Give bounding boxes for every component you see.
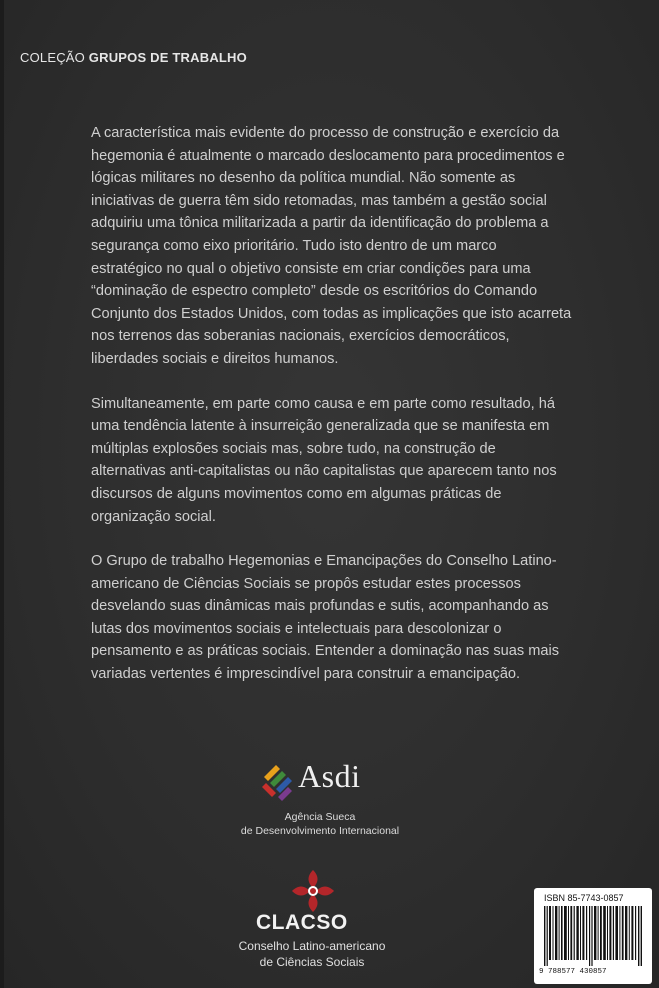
asdi-subtitle-line: Agência Sueca (284, 811, 356, 823)
text-line: adquiriu uma tônica militarizada a partir da identificação do problema a (91, 215, 549, 232)
text-line: “dominação de espectro completo” desde os escritórios do Comando (91, 283, 538, 300)
text-line: Conjunto dos Estados Unidos, com todas as implicações que isto acarreta (91, 305, 572, 322)
text-line: lutas dos movimentos sociais e intelectuais para descolonizar o (91, 620, 502, 637)
text-line: discursos de alguns movimentos como em algumas práticas de (91, 485, 502, 502)
text-line: nos terrenos das soberanias nacionais, exercícios democráticos, (91, 328, 510, 345)
text-line: organização social. (91, 508, 216, 525)
text-line: desvelando suas dinâmicas mais profundas e sutis, acompanhando as (91, 598, 549, 615)
series-prefix: COLEÇÃO (20, 50, 85, 65)
barcode-digits: 9 788577 430857 (539, 968, 607, 976)
text-line: hegemonia é atualmente o marcado deslocamento para procedimentos e (91, 147, 565, 164)
text-line: iniciativas de guerra têm sido retomadas, mas também a gestão social (91, 192, 547, 209)
paragraph-1 (91, 122, 611, 371)
barcode-bars-icon (544, 906, 642, 966)
text-line: variadas vertentes é imprescindível para construir a emancipação. (91, 666, 521, 683)
text-line: Simultaneamente, em parte como causa e em parte como resultado, há (91, 395, 555, 412)
cover-edge (0, 0, 4, 988)
text-line: O Grupo de trabalho Hegemonias e Emancipações do Conselho Latino- (91, 553, 557, 570)
series-name: GRUPOS DE TRABALHO (88, 50, 247, 65)
paragraph-3 (91, 550, 611, 686)
text-line: americano de Ciências Sociais se propôs estudar estes processos (91, 575, 521, 592)
text-line: estratégico no qual o objetivo consiste em criar condições para uma (91, 260, 531, 277)
text-line: segurança como eixo prioritário. Tudo isto dentro de um marco (91, 237, 497, 254)
blurb (91, 122, 611, 708)
clacso-logo-icon (288, 866, 338, 916)
clacso-subtitle-line: de Ciências Sociais (259, 955, 365, 969)
barcode (534, 888, 652, 984)
text-line: múltiplas explosões sociais mas, sobre tudo, na construção de (91, 440, 496, 457)
asdi-subtitle-line: de Desenvolvimento Internacional (240, 825, 400, 837)
paragraph-2 (91, 393, 611, 529)
text-line: uma tendência latente à insurreição generalizada que se manifesta em (91, 418, 550, 435)
series-title (20, 50, 247, 65)
clacso-subtitle (222, 938, 402, 970)
asdi-hands-logo-icon (258, 757, 298, 803)
text-line: lógicas militares no desenho da política mundial. Não somente as (91, 170, 516, 187)
isbn-label: ISBN 85-7743-0857 (544, 893, 624, 903)
clacso-subtitle-line: Conselho Latino-americano (238, 939, 386, 953)
asdi-subtitle (240, 810, 400, 838)
text-line: A característica mais evidente do processo de construção e exercício da (91, 125, 560, 141)
asdi-name: Asdi (298, 758, 361, 794)
text-line: alternativas anti-capitalistas ou não capitalistas que aparecem tanto nos (91, 463, 557, 480)
clacso-name: CLACSO (256, 911, 348, 934)
text-line: pensamento e as práticas sociais. Entender a dominação nas suas mais (91, 643, 560, 660)
text-line: liberdades sociais e direitos humanos. (91, 350, 339, 367)
